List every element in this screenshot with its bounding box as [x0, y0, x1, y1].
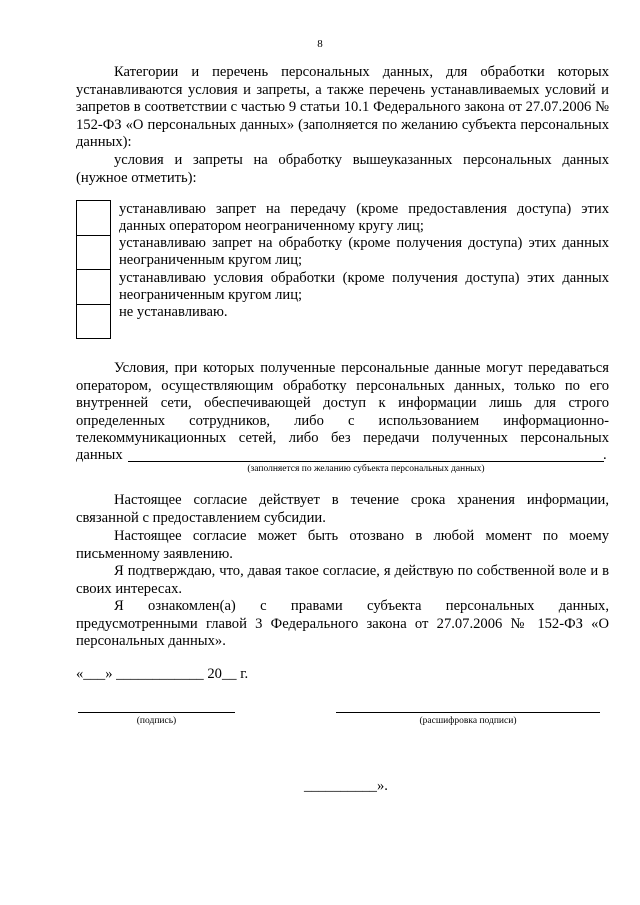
option-checkbox[interactable]	[77, 304, 111, 338]
transfer-conditions-last-word: данных	[76, 447, 123, 463]
signature-line[interactable]	[78, 712, 235, 713]
date-year[interactable]: 20__	[207, 666, 237, 682]
free-will-paragraph: Я подтверждаю, что, давая такое согласие, я действую по собственной воле и в своих интересах.	[76, 563, 609, 597]
option-label: не устанавливаю.	[119, 304, 228, 321]
consent-term-paragraph: Настоящее согласие действует в течение срока хранения информации, связанной с предоставлением субсидии.	[76, 492, 609, 526]
rights-acknowledged-paragraph: Я ознакомлен(а) с правами субъекта персональных данных, предусмотренными главой 3 Федерального закона от 27.07.2006 № 152-ФЗ «О персональных данных».	[76, 598, 609, 650]
closing-line	[304, 778, 388, 796]
option-label: устанавливаю условия обработки (кроме получения доступа) этих данных неограниченным кругом лиц;	[119, 269, 609, 303]
transfer-conditions-hint: (заполняется по желанию субъекта персональных данных)	[247, 464, 485, 474]
date-line	[76, 666, 248, 684]
conditions-choice-paragraph: условия и запреты на обработку вышеуказанных персональных данных (нужное отметить):	[76, 152, 609, 186]
option-row	[77, 304, 610, 338]
date-day[interactable]: «___»	[76, 666, 113, 682]
transfer-conditions-end-mark: .	[603, 447, 607, 463]
date-year-suffix: г.	[240, 666, 249, 682]
option-checkbox[interactable]	[77, 201, 111, 236]
option-row	[77, 270, 610, 305]
signature-label: (подпись)	[136, 716, 177, 726]
option-row	[77, 235, 610, 270]
date-month[interactable]: ____________	[116, 666, 204, 682]
signature-decode-line[interactable]	[336, 712, 600, 713]
option-checkbox[interactable]	[77, 270, 111, 305]
transfer-conditions-fill-line[interactable]	[128, 461, 604, 462]
option-checkbox[interactable]	[77, 235, 111, 270]
consent-revoke-paragraph: Настоящее согласие может быть отозвано в любой момент по моему письменному заявлению.	[76, 528, 609, 562]
page-number: 8	[317, 38, 323, 50]
closing-end: ».	[376, 778, 388, 794]
option-row	[77, 201, 610, 236]
options-table	[76, 200, 610, 339]
option-label: устанавливаю запрет на передачу (кроме предоставления доступа) этих данных оператором неограниченному кругу лиц;	[119, 200, 609, 234]
closing-blank[interactable]: __________	[304, 778, 377, 794]
signature-decode-label: (расшифровка подписи)	[419, 716, 517, 726]
intro-paragraph: Категории и перечень персональных данных, для обработки которых устанавливаются условия и запреты, а также перечень устанавливаемых условий и запретов в соответствии с частью 9 статьи 10.1 Федерального закона от 27.07.2006 № 152-ФЗ «О персональных данных» (заполняется по желанию субъекта персональных данных):	[76, 64, 609, 151]
transfer-conditions-paragraph: Условия, при которых полученные персональные данные могут передаваться оператором, осуществляющим обработку персональных данных, только по его внутренней сети, обеспечивающей доступ к информации лишь для строго определенных сотрудников, либо с использованием информационно-телекоммуникационных сетей, либо без передачи полученных персональных	[76, 360, 609, 447]
option-label: устанавливаю запрет на обработку (кроме получения доступа) этих данных неограниченным кругом лиц;	[119, 235, 609, 269]
